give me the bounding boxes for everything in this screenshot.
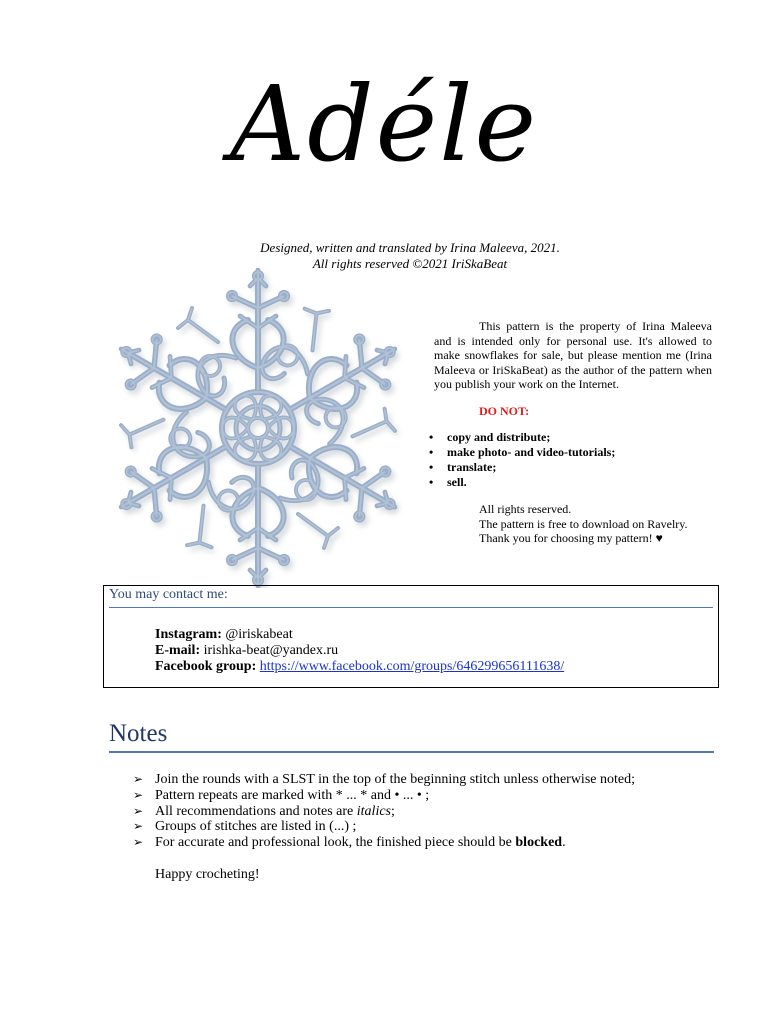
notes-list — [133, 772, 733, 883]
bullet-icon: • — [429, 445, 434, 459]
bullet-icon: • — [429, 430, 434, 444]
list-item: ➢ All recommendations and notes are italics; — [133, 803, 395, 819]
snowflake-arm — [274, 379, 418, 537]
facebook-group-link[interactable]: https://www.facebook.com/groups/646299656111638/ — [259, 659, 565, 674]
contact-box — [103, 585, 719, 688]
do-not-list — [429, 430, 712, 490]
rights-reserved: All rights reserved. — [479, 502, 572, 516]
list-item: ➢ Join the rounds with a SLST in the top of the beginning stitch unless otherwise noted; — [133, 772, 635, 787]
bullet-icon: • — [429, 475, 434, 489]
bullet-icon: • — [429, 460, 434, 474]
credits-line-author: Designed, written and translated by Irina Maleeva, 2021. — [260, 240, 560, 255]
arrow-bullet-icon: ➢ — [133, 803, 144, 818]
arrow-bullet-icon: ➢ — [133, 787, 144, 802]
arrow-bullet-icon: ➢ — [133, 819, 144, 834]
list-item: ➢ Pattern repeats are marked with * ... * and • ... • ; — [133, 787, 430, 803]
thank-you: Thank you for choosing my pattern! ♥ — [479, 531, 663, 545]
list-item: ➢ For accurate and professional look, the finished piece should be blocked. — [133, 835, 566, 851]
list-item: • translate; — [429, 460, 497, 474]
yarn-stroke — [352, 402, 401, 454]
contact-lines — [155, 627, 564, 675]
arrow-bullet-icon: ➢ — [133, 772, 144, 786]
yarn-stroke — [295, 303, 344, 355]
snowflake-photo — [98, 268, 418, 588]
credits-line-rights: All rights reserved ©2021 IriSkaBeat — [312, 256, 508, 271]
usage-terms — [429, 319, 712, 546]
list-item: • copy and distribute; — [429, 430, 551, 444]
notes-divider — [109, 751, 714, 753]
list-item: • make photo- and video-tutorials; — [429, 445, 616, 459]
instagram-line: Instagram: @iriskabeat — [155, 627, 293, 642]
contact-divider — [109, 607, 713, 608]
do-not-heading: DO NOT: — [479, 403, 530, 418]
closing-line: Happy crocheting! — [155, 866, 260, 882]
list-item: ➢ Groups of stitches are listed in (...) ; — [133, 819, 357, 835]
list-item: • sell. — [429, 475, 467, 489]
yarn-stroke — [117, 407, 166, 459]
email-line: E-mail: irishka-beat@yandex.ru — [155, 643, 339, 658]
notes-heading: Notes — [109, 720, 168, 747]
free-download: The pattern is free to download on Ravelry. — [479, 516, 688, 531]
arrow-bullet-icon: ➢ — [133, 835, 144, 850]
yarn-stroke — [301, 518, 341, 552]
property-paragraph: This pattern is the property of Irina Maleeva and is intended only for personal use. It's allowed to make snowflakes for sale, but please mention me (Irina Maleeva or IriSkaBeat) as the author of the pattern when you publish your work on the Internet. — [434, 319, 712, 391]
yarn-stroke — [174, 506, 223, 558]
contact-heading: You may contact me: — [109, 587, 228, 602]
facebook-line: Facebook group: https://www.facebook.com/groups/646299656111638/ — [155, 659, 565, 674]
pattern-title: Adéle — [229, 63, 539, 185]
